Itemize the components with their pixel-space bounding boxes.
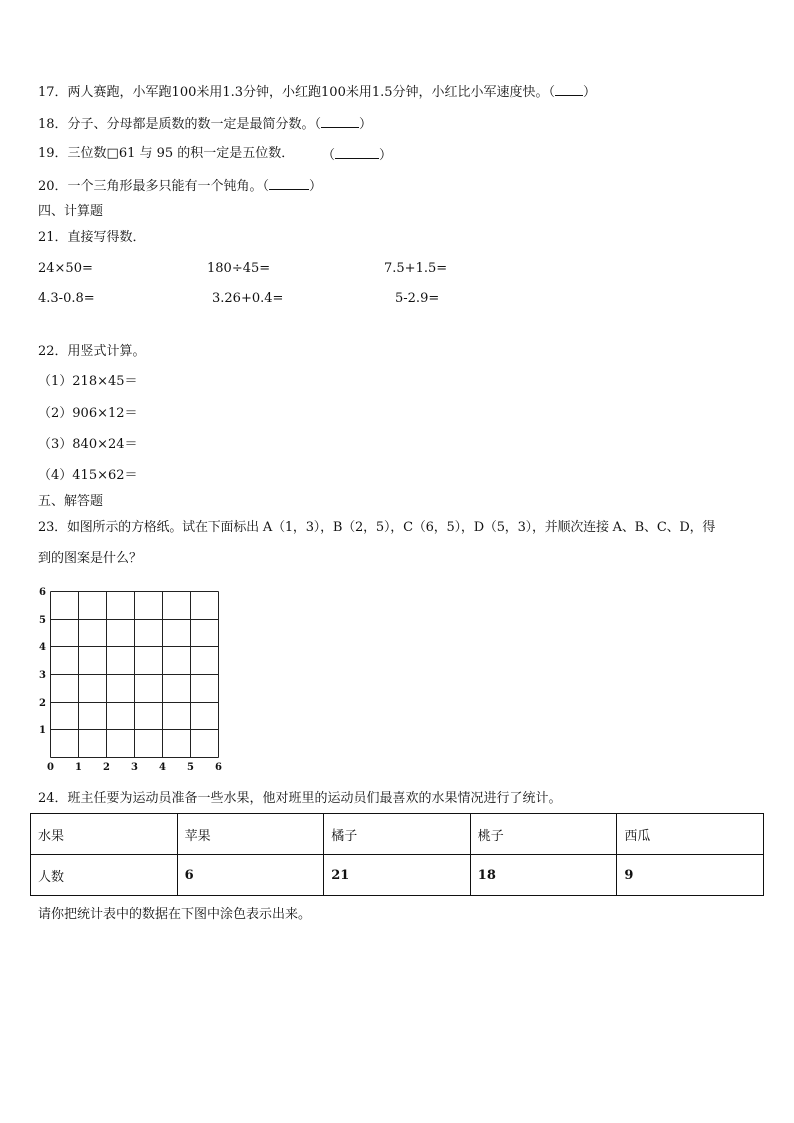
question-19-answer	[322, 146, 392, 164]
table-cell: 18	[470, 855, 617, 896]
x-tick-2: 2	[103, 762, 110, 773]
table-header-row	[31, 814, 764, 855]
question-17-text: 17．两人赛跑，小军跑100米用1.3分钟，小红跑100米用1.5分钟，小红比小军速度快。（	[38, 85, 556, 100]
coordinate-grid[interactable]	[38, 586, 228, 776]
fruit-stats-table	[30, 813, 764, 896]
y-tick-3: 3	[39, 670, 46, 681]
table-cell: 6	[177, 855, 324, 896]
question-19	[38, 146, 294, 162]
question-23-line-2: 到的图案是什么？	[38, 551, 143, 566]
section-4-title: 四、计算题	[38, 204, 104, 219]
question-18-text: 18．分子、分母都是质数的数一定是最简分数。（	[38, 117, 322, 132]
y-tick-4: 4	[39, 642, 46, 653]
answer-blank-19[interactable]	[335, 146, 379, 159]
y-tick-5: 5	[39, 615, 46, 626]
question-17	[38, 83, 596, 101]
table-cell: 人数	[31, 855, 178, 896]
vertical-calc-1: （1）218×45＝	[38, 374, 138, 389]
x-tick-5: 5	[187, 762, 194, 773]
table-cell: 21	[324, 855, 471, 896]
section-5-title: 五、解答题	[38, 494, 104, 509]
table-cell: 桃子	[470, 814, 617, 855]
x-tick-6: 6	[215, 762, 222, 773]
question-24-note: 请你把统计表中的数据在下图中涂色表示出来。	[38, 907, 312, 922]
vertical-calc-4: （4）415×62＝	[38, 468, 138, 483]
y-tick-2: 2	[39, 698, 46, 709]
table-cell: 苹果	[177, 814, 324, 855]
y-tick-1: 1	[39, 725, 46, 736]
x-tick-4: 4	[159, 762, 166, 773]
question-19-text: 19．三位数□61 与 95 的积一定是五位数．	[38, 146, 295, 161]
grid-lines	[38, 586, 228, 776]
answer-blank-20[interactable]	[269, 177, 309, 190]
question-20-close: ）	[309, 179, 323, 194]
question-22-title: 22．用竖式计算。	[38, 344, 146, 359]
answer-blank-17[interactable]	[555, 83, 583, 96]
calc-item-5: 3.26+0.4=	[212, 291, 284, 306]
answer-blank-18[interactable]	[321, 115, 359, 128]
question-18-close: ）	[359, 117, 373, 132]
table-row	[31, 855, 764, 896]
question-23-line-1: 23．如图所示的方格纸。试在下面标出 A（1，3），B（2，5），C（6，5），D（5，3），并顺次连接 A、B、C、D，得	[38, 520, 716, 535]
table-cell: 水果	[31, 814, 178, 855]
question-20	[38, 177, 322, 195]
table-cell: 橘子	[324, 814, 471, 855]
table-cell: 9	[617, 855, 764, 896]
vertical-calc-2: （2）906×12＝	[38, 406, 138, 421]
calc-item-6: 5-2.9=	[395, 291, 440, 306]
question-19-open: （	[322, 148, 336, 163]
question-24-title: 24．班主任要为运动员准备一些水果，他对班里的运动员们最喜欢的水果情况进行了统计。	[38, 791, 562, 806]
y-tick-6: 6	[39, 587, 46, 598]
x-tick-3: 3	[131, 762, 138, 773]
question-19-close: ）	[379, 148, 393, 163]
question-17-close: ）	[583, 85, 597, 100]
question-18	[38, 115, 372, 133]
question-21-title: 21．直接写得数．	[38, 230, 146, 245]
question-20-text: 20．一个三角形最多只能有一个钝角。（	[38, 179, 270, 194]
table-cell: 西瓜	[617, 814, 764, 855]
calc-item-4: 4.3-0.8=	[38, 291, 95, 306]
calc-item-3: 7.5+1.5=	[384, 261, 448, 276]
x-tick-0: 0	[47, 762, 54, 773]
calc-item-1: 24×50=	[38, 261, 93, 276]
calc-item-2: 180÷45=	[207, 261, 271, 276]
vertical-calc-3: （3）840×24＝	[38, 437, 138, 452]
x-tick-1: 1	[75, 762, 82, 773]
